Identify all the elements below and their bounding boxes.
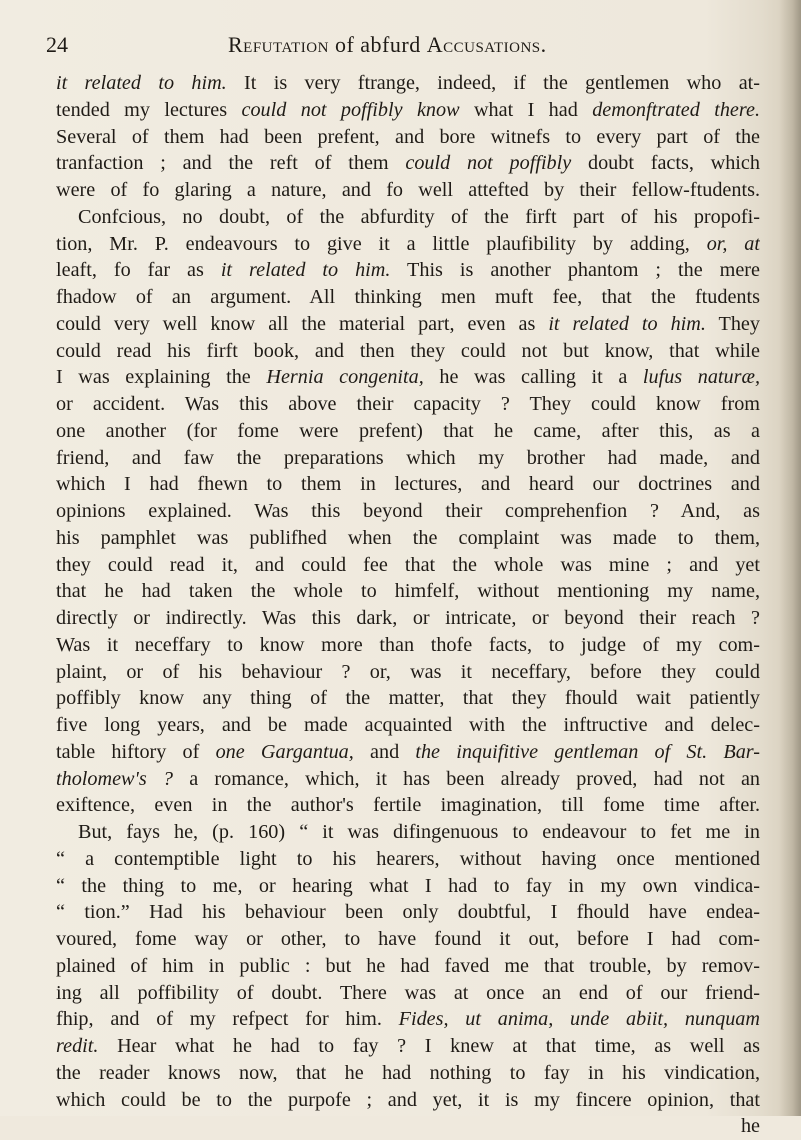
text-line: table hiftory of one Gargantua, and the inquifitive gentleman of St. Bar- (56, 740, 760, 763)
text-line: were of fo glaring a nature, and fo well attefted by their fellow-ftudents. (56, 179, 760, 201)
text-line: tranfaction ; and the reft of them could not poffibly doubt facts, which (56, 152, 760, 175)
catchword: he (740, 1115, 760, 1138)
text-line: five long years, and be made acquainted with the inftructive and delec- (56, 714, 760, 736)
text-line: could very well know all the material part, even as it related to him. They (56, 312, 760, 335)
text-line: which could be to the purpofe ; and yet, it is my fincere opinion, that (56, 1088, 760, 1111)
text-line: tion, Mr. P. endeavours to give it a little plaufibility by adding, or, at (56, 232, 760, 255)
page-header (46, 30, 786, 60)
text-line: leaft, fo far as it related to him. This is another phantom ; the mere (56, 259, 760, 282)
text-line: fhadow of an argument. All thinking men muft fee, that the ftudents (56, 286, 760, 308)
text-line: his pamphlet was publifhed when the complaint was made to them, (56, 526, 760, 549)
page-edge-shadow (779, 0, 801, 1116)
text-line: exiftence, even in the author's fertile imagination, till fome time after. (56, 794, 760, 817)
text-line: plaint, or of his behaviour ? or, was it neceffary, before they could (56, 660, 760, 683)
text-line: friend, and faw the preparations which my brother had made, and (56, 446, 760, 469)
text-line: “ tion.” Had his behaviour been only doubtful, I fhould have endea- (56, 901, 760, 924)
text-line: the reader knows now, that he had nothing to fay in his vindication, (56, 1061, 760, 1084)
text-line: Several of them had been prefent, and bore witnefs to every part of the (56, 125, 760, 148)
text-line: “ a contemptible light to his hearers, without having once mentioned (56, 847, 760, 870)
text-line: one another (for fome were prefent) that he came, after this, as a (56, 419, 760, 442)
text-line: But, fays he, (p. 160) “ it was difingenuous to endeavour to fet me in (78, 821, 760, 843)
text-line: poffibly know any thing of the matter, that they fhould wait patiently (56, 687, 760, 710)
running-head-word-2: of abfurd (328, 32, 427, 57)
text-line: it related to him. It is very ftrange, indeed, if the gentlemen who at- (56, 72, 760, 94)
text-line: Was it neceffary to know more than thofe facts, to judge of my com- (56, 633, 760, 656)
text-line: opinions explained. Was this beyond their comprehenfion ? And, as (56, 500, 760, 522)
text-line: could read his firft book, and then they could not but know, that while (56, 339, 760, 362)
text-line: Confcious, no doubt, of the abfurdity of the firft part of his propofi- (78, 205, 760, 228)
text-line: voured, fome way or other, to have found it out, before I had com- (56, 928, 760, 950)
text-line: they could read it, and could fee that the whole was mine ; and yet (56, 553, 760, 576)
body-text (56, 70, 760, 1140)
text-line: redit. Hear what he had to fay ? I knew at that time, as well as (56, 1035, 760, 1057)
text-line: “ the thing to me, or hearing what I had to fay in my own vindica- (56, 874, 760, 897)
page-number: 24 (46, 32, 68, 57)
text-line: tholomew's ? a romance, which, it has been already proved, had not an (56, 767, 760, 790)
text-line: or accident. Was this above their capacity ? They could know from (56, 393, 760, 415)
running-head-word-3: Accusations. (426, 32, 547, 57)
text-line: that he had taken the whole to himfelf, without mentioning my name, (56, 580, 760, 603)
text-line: I was explaining the Hernia congenita, he was calling it a lufus naturæ, (56, 366, 760, 389)
text-line: ing all poffibility of doubt. There was at once an end of our friend- (56, 981, 760, 1004)
text-line: tended my lectures could not poffibly know what I had demonftrated there. (56, 98, 760, 121)
text-line: which I had fhewn to them in lectures, and heard our doctrines and (56, 473, 760, 496)
running-head-word-1: Refutation (228, 32, 329, 57)
text-line: fhip, and of my refpect for him. Fides, ut anima, unde abiit, nunquam (56, 1008, 760, 1031)
running-head (228, 32, 547, 58)
text-line: plained of him in public : but he had faved me that trouble, by remov- (56, 954, 760, 977)
text-line: directly or indirectly. Was this dark, or intricate, or beyond their reach ? (56, 607, 760, 629)
